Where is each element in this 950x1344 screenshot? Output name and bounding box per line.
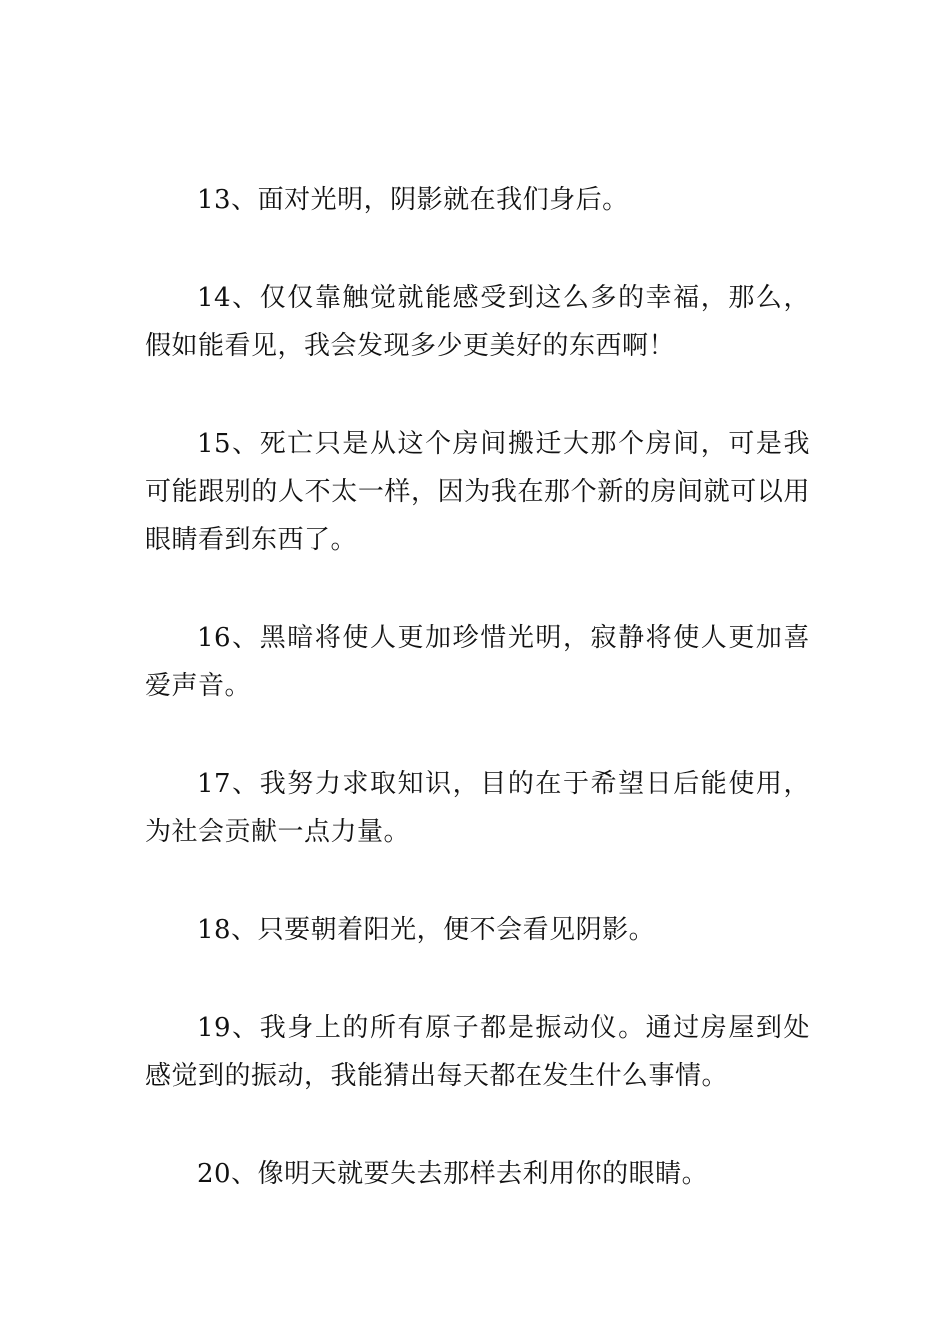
quote-paragraph-20: 20、像明天就要失去那样去利用你的眼睛。 [197, 1159, 709, 1189]
quote-paragraph-18: 18、只要朝着阳光，便不会看见阴影。 [197, 915, 656, 945]
quote-paragraph-16: 16、黑暗将使人更加珍惜光明，寂静将使人更加喜爱声音。 [145, 623, 810, 701]
quote-paragraph-15: 15、死亡只是从这个房间搬迁大那个房间，可是我可能跟别的人不太一样，因为我在那个新的房间就可以用眼睛看到东西了。 [145, 429, 810, 555]
quote-paragraph-19: 19、我身上的所有原子都是振动仪。通过房屋到处感觉到的振动，我能猜出每天都在发生什么事情。 [145, 1013, 810, 1091]
quote-paragraph-14: 14、仅仅靠触觉就能感受到这么多的幸福，那么，假如能看见，我会发现多少更美好的东西啊！ [145, 283, 810, 361]
document-body [145, 176, 810, 1198]
quote-paragraph-17: 17、我努力求取知识，目的在于希望日后能使用，为社会贡献一点力量。 [145, 769, 810, 847]
quote-paragraph-13: 13、面对光明，阴影就在我们身后。 [197, 185, 629, 215]
